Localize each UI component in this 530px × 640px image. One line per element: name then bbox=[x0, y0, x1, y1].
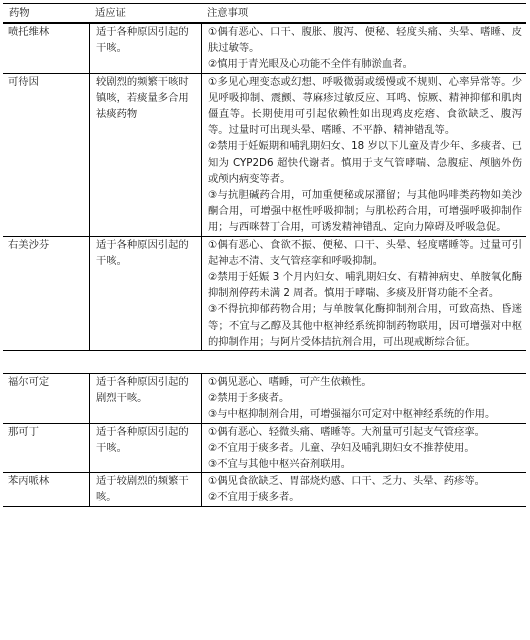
note-item: ③与抗胆碱药合用，可加重便秘或尿潴留；与其他吗啡类药物如美沙酮合用，可增强中枢性呼吸抑制；与肌松药合用，可增强呼吸抑制作用；与西咪替丁合用，可诱发精神错乱、定向力障碍及呼吸急促。 bbox=[208, 189, 522, 234]
drug-name: 那可丁 bbox=[8, 425, 39, 438]
table-row bbox=[3, 423, 526, 473]
note-item: ③不得抗抑郁药物合用；与单胺氧化酶抑制剂合用，可致高热、昏迷等；不宜与乙醇及其他中枢神经系统抑制药物联用，因可增强对中枢的抑制作用；与阿片受体拮抗剂合用，可出现戒断综合征。 bbox=[208, 303, 522, 348]
indication: 适于各种原因引起的干咳。 bbox=[89, 424, 201, 473]
drug-name: 右美沙芬 bbox=[8, 238, 50, 251]
table-row bbox=[3, 23, 526, 73]
header-notes: 注意事项 bbox=[207, 7, 249, 19]
note-item: ②禁用于妊娠期和哺乳期妇女、18 岁以下儿童及青少年、多痰者、已知为 CYP2D6 超快代谢者。慎用于支气管哮喘、急腹症、颅脑外伤或颅内病变等者。 bbox=[208, 140, 522, 185]
table-row bbox=[3, 472, 526, 505]
notes bbox=[201, 237, 526, 350]
table-row bbox=[3, 236, 526, 350]
notes bbox=[201, 24, 526, 73]
note-item: ①偶有恶心、口干、腹胀、腹泻、便秘、轻度头痛、头晕、嗜睡、皮肤过敏等。 bbox=[208, 26, 522, 55]
notes bbox=[201, 374, 526, 423]
note-item: ②不宜用于痰多者。 bbox=[208, 491, 300, 504]
note-item: ②慎用于青光眼及心功能不全伴有肺淤血者。 bbox=[208, 58, 413, 71]
table-container bbox=[3, 3, 526, 507]
indication: 适于各种原因引起的剧烈干咳。 bbox=[89, 374, 201, 423]
table-row bbox=[3, 73, 526, 236]
drug-table-part-1 bbox=[3, 3, 526, 351]
note-item: ①多见心理变态或幻想、呼吸微弱或缓慢或不规则、心率异常等。少见呼吸抑制、震颤、荨麻疹过敏反应、耳鸣、惊厥、精神抑郁和肌肉僵直等。长期使用可引起依赖性如出现鸡皮疙瘩、食欲缺乏、腹泻等。过量时可出现头晕、嗜睡、不平静、精神错乱等。 bbox=[208, 75, 522, 137]
drug-table-part-2 bbox=[3, 373, 526, 507]
note-item: ①偶见恶心、嗜睡，可产生依赖性。 bbox=[208, 376, 372, 389]
notes bbox=[201, 74, 526, 236]
note-item: ②禁用于妊娠 3 个月内妇女、哺乳期妇女、有精神病史、单胺氧化酶抑制剂停药未满 2 周者。慎用于哮喘、多痰及肝肾功能不全者。 bbox=[208, 271, 522, 300]
indication: 适于各种原因引起的干咳。 bbox=[89, 24, 201, 73]
note-item: ①偶见食欲缺乏、胃部烧灼感、口干、乏力、头晕、药疹等。 bbox=[208, 475, 485, 488]
header-indication: 适应证 bbox=[95, 7, 126, 19]
note-item: ①偶有恶心、轻微头痛、嗜睡等。大剂量可引起支气管痉挛。 bbox=[208, 425, 485, 438]
indication: 适于各种原因引起的干咳。 bbox=[89, 237, 201, 350]
table-header-row bbox=[3, 4, 526, 23]
indication: 适于较剧烈的频繁干咳。 bbox=[89, 473, 201, 505]
page-gap bbox=[3, 351, 526, 373]
notes bbox=[201, 473, 526, 505]
drug-name: 喷托维林 bbox=[8, 26, 50, 38]
header-drug: 药物 bbox=[9, 7, 30, 19]
note-item: ③与中枢抑制剂合用，可增强福尔可定对中枢神经系统的作用。 bbox=[208, 408, 496, 421]
drug-name: 可待因 bbox=[8, 75, 39, 88]
drug-name: 苯丙哌林 bbox=[8, 475, 50, 488]
table-row bbox=[3, 374, 526, 423]
note-item: ②不宜用于痰多者。儿童、孕妇及哺乳期妇女不推荐使用。 bbox=[208, 441, 475, 454]
note-item: ③不宜与其他中枢兴奋剂联用。 bbox=[208, 458, 352, 471]
note-item: ①偶有恶心、食欲不振、便秘、口干、头晕、轻度嗜睡等。过量可引起神志不清、支气管痉挛和呼吸抑制。 bbox=[208, 238, 522, 267]
notes bbox=[201, 424, 526, 473]
drug-name: 福尔可定 bbox=[8, 376, 50, 389]
note-item: ②禁用于多痰者。 bbox=[208, 392, 290, 405]
indication: 较剧烈的频繁干咳时镇咳，若痰量多合用祛痰药物 bbox=[89, 74, 201, 236]
